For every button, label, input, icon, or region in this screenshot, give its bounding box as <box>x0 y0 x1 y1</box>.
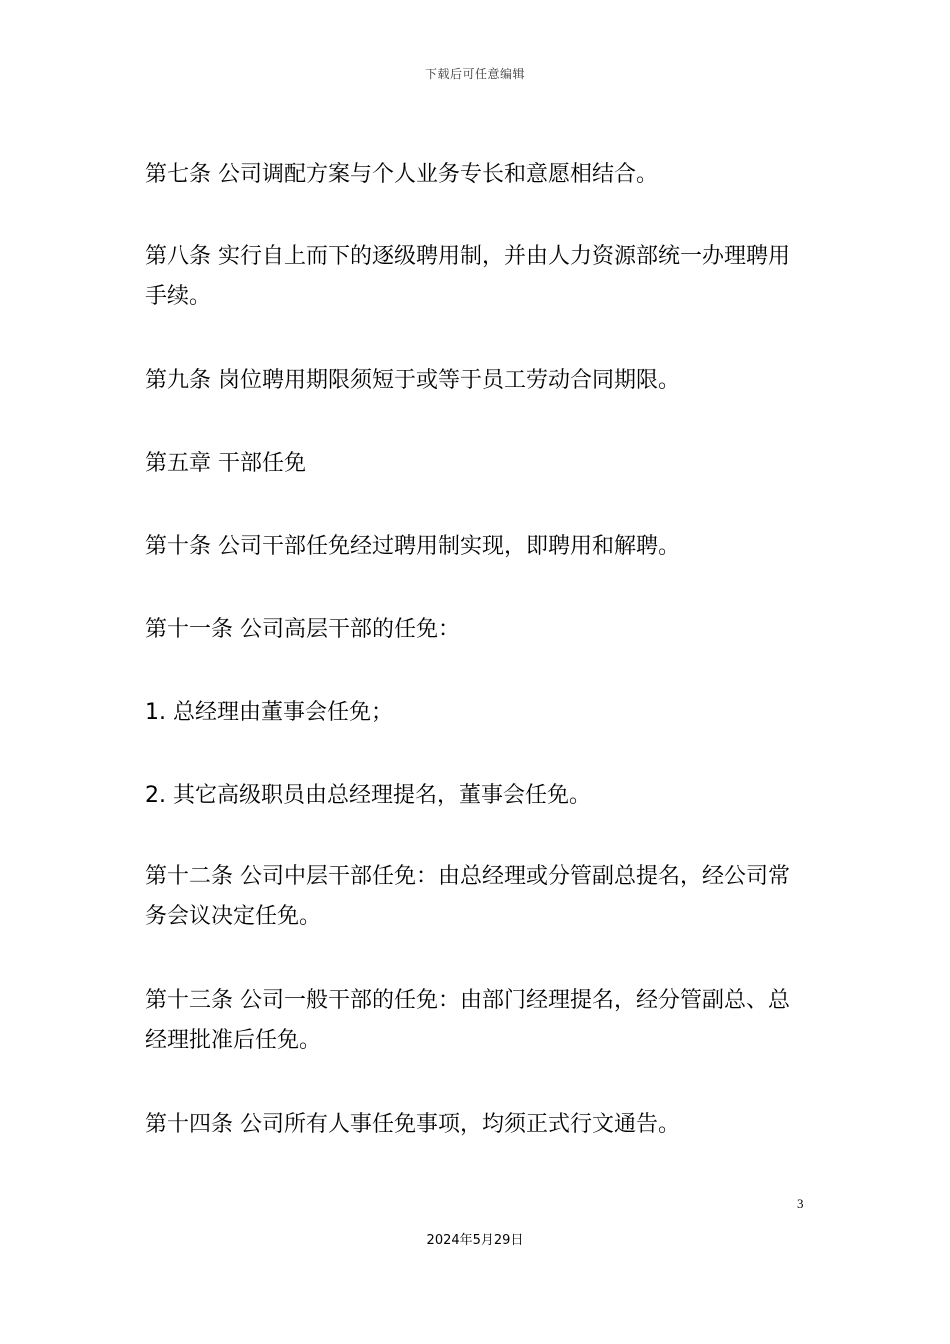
list-item-1: 1. 总经理由董事会任免； <box>145 700 393 725</box>
article-13: 第十三条 公司一般干部的任免：由部门经理提名，经分管副总、总经理批准后任免。 <box>145 988 790 1053</box>
article-14: 第十四条 公司所有人事任免事项，均须正式行文通告。 <box>145 1112 680 1137</box>
article-8: 第八条 实行自上而下的逐级聘用制，并由人力资源部统一办理聘用手续。 <box>145 244 790 309</box>
page-number: 3 <box>797 1196 804 1211</box>
article-10: 第十条 公司干部任免经过聘用制实现，即聘用和解聘。 <box>145 534 680 559</box>
chapter-5-heading: 第五章 干部任免 <box>145 451 306 476</box>
header-note: 下载后可任意编辑 <box>424 67 525 81</box>
list-item-2: 2. 其它高级职员由总经理提名，董事会任免。 <box>145 783 591 808</box>
article-9: 第九条 岗位聘用期限须短于或等于员工劳动合同期限。 <box>145 368 680 393</box>
article-7: 第七条 公司调配方案与个人业务专长和意愿相结合。 <box>145 162 658 187</box>
article-11: 第十一条 公司高层干部的任免： <box>145 617 460 642</box>
footer-date: 2024年5月29日 <box>426 1233 524 1248</box>
article-12: 第十二条 公司中层干部任免：由总经理或分管副总提名，经公司常务会议决定任免。 <box>145 864 790 929</box>
